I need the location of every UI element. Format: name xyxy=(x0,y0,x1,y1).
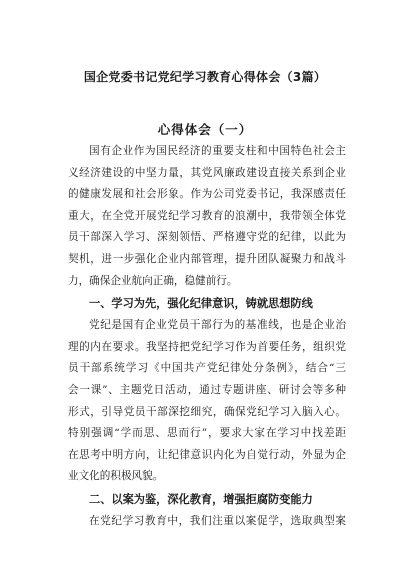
paragraph-line: 义经济建设的中坚力量，其党风廉政建设直接关系到企业 xyxy=(68,166,346,179)
paragraph-line: 的健康发展和社会形象。作为公司党委书记，我深感责任 xyxy=(68,188,346,201)
paragraph-line: 党纪是国有企业党员干部行为的基准线，也是企业治 xyxy=(89,319,346,332)
paragraph-line: 会一课”、主题党日活动，通过专题讲座、研讨会等多种 xyxy=(68,383,346,396)
section-heading: 一、学习为先，强化纪律意识，铸就思想防线 xyxy=(89,297,313,311)
section-title: 心得体会（一） xyxy=(157,122,253,137)
document-title: 国企党委书记党纪学习教育心得体会（3篇） xyxy=(83,70,327,84)
paragraph-line: 理的内在要求。我坚持把党纪学习作为首要任务，组织党 xyxy=(68,340,346,353)
paragraph-line: 契机，进一步强化企业内部管理，提升团队凝聚力和战斗 xyxy=(68,252,346,265)
paragraph-line: 力，确保企业航向正确，稳健前行。 xyxy=(68,274,238,287)
paragraph-line: 员干部深入学习、深刻领悟、严格遵守党的纪律，以此为 xyxy=(68,231,346,244)
paragraph-line: 特别强调“学而思、思而行”，要求大家在学习中找差距 xyxy=(68,427,346,440)
paragraph-line: 国有企业作为国民经济的重要支柱和中国特色社会主 xyxy=(89,145,346,157)
paragraph-line: 员干部系统学习《中国共产党纪律处分条例》，结合“三 xyxy=(68,362,346,375)
paragraph-line: 形式，引导党员干部深挖细究，确保党纪学习入脑入心。 xyxy=(68,405,346,418)
section-heading: 二、以案为鉴，深化教育，增强拒腐防变能力 xyxy=(89,492,313,506)
document-body xyxy=(68,141,346,533)
paragraph-line: 在思考中明方向，让纪律意识内化为自觉行动，外显为企 xyxy=(68,448,346,461)
paragraph-line: 业文化的积极风貌。 xyxy=(68,470,164,483)
paragraph-line: 重大，在全党开展党纪学习教育的浪潮中，我带领全体党 xyxy=(68,209,346,222)
paragraph-line: 在党纪学习教育中，我们注重以案促学，选取典型案 xyxy=(89,514,346,527)
